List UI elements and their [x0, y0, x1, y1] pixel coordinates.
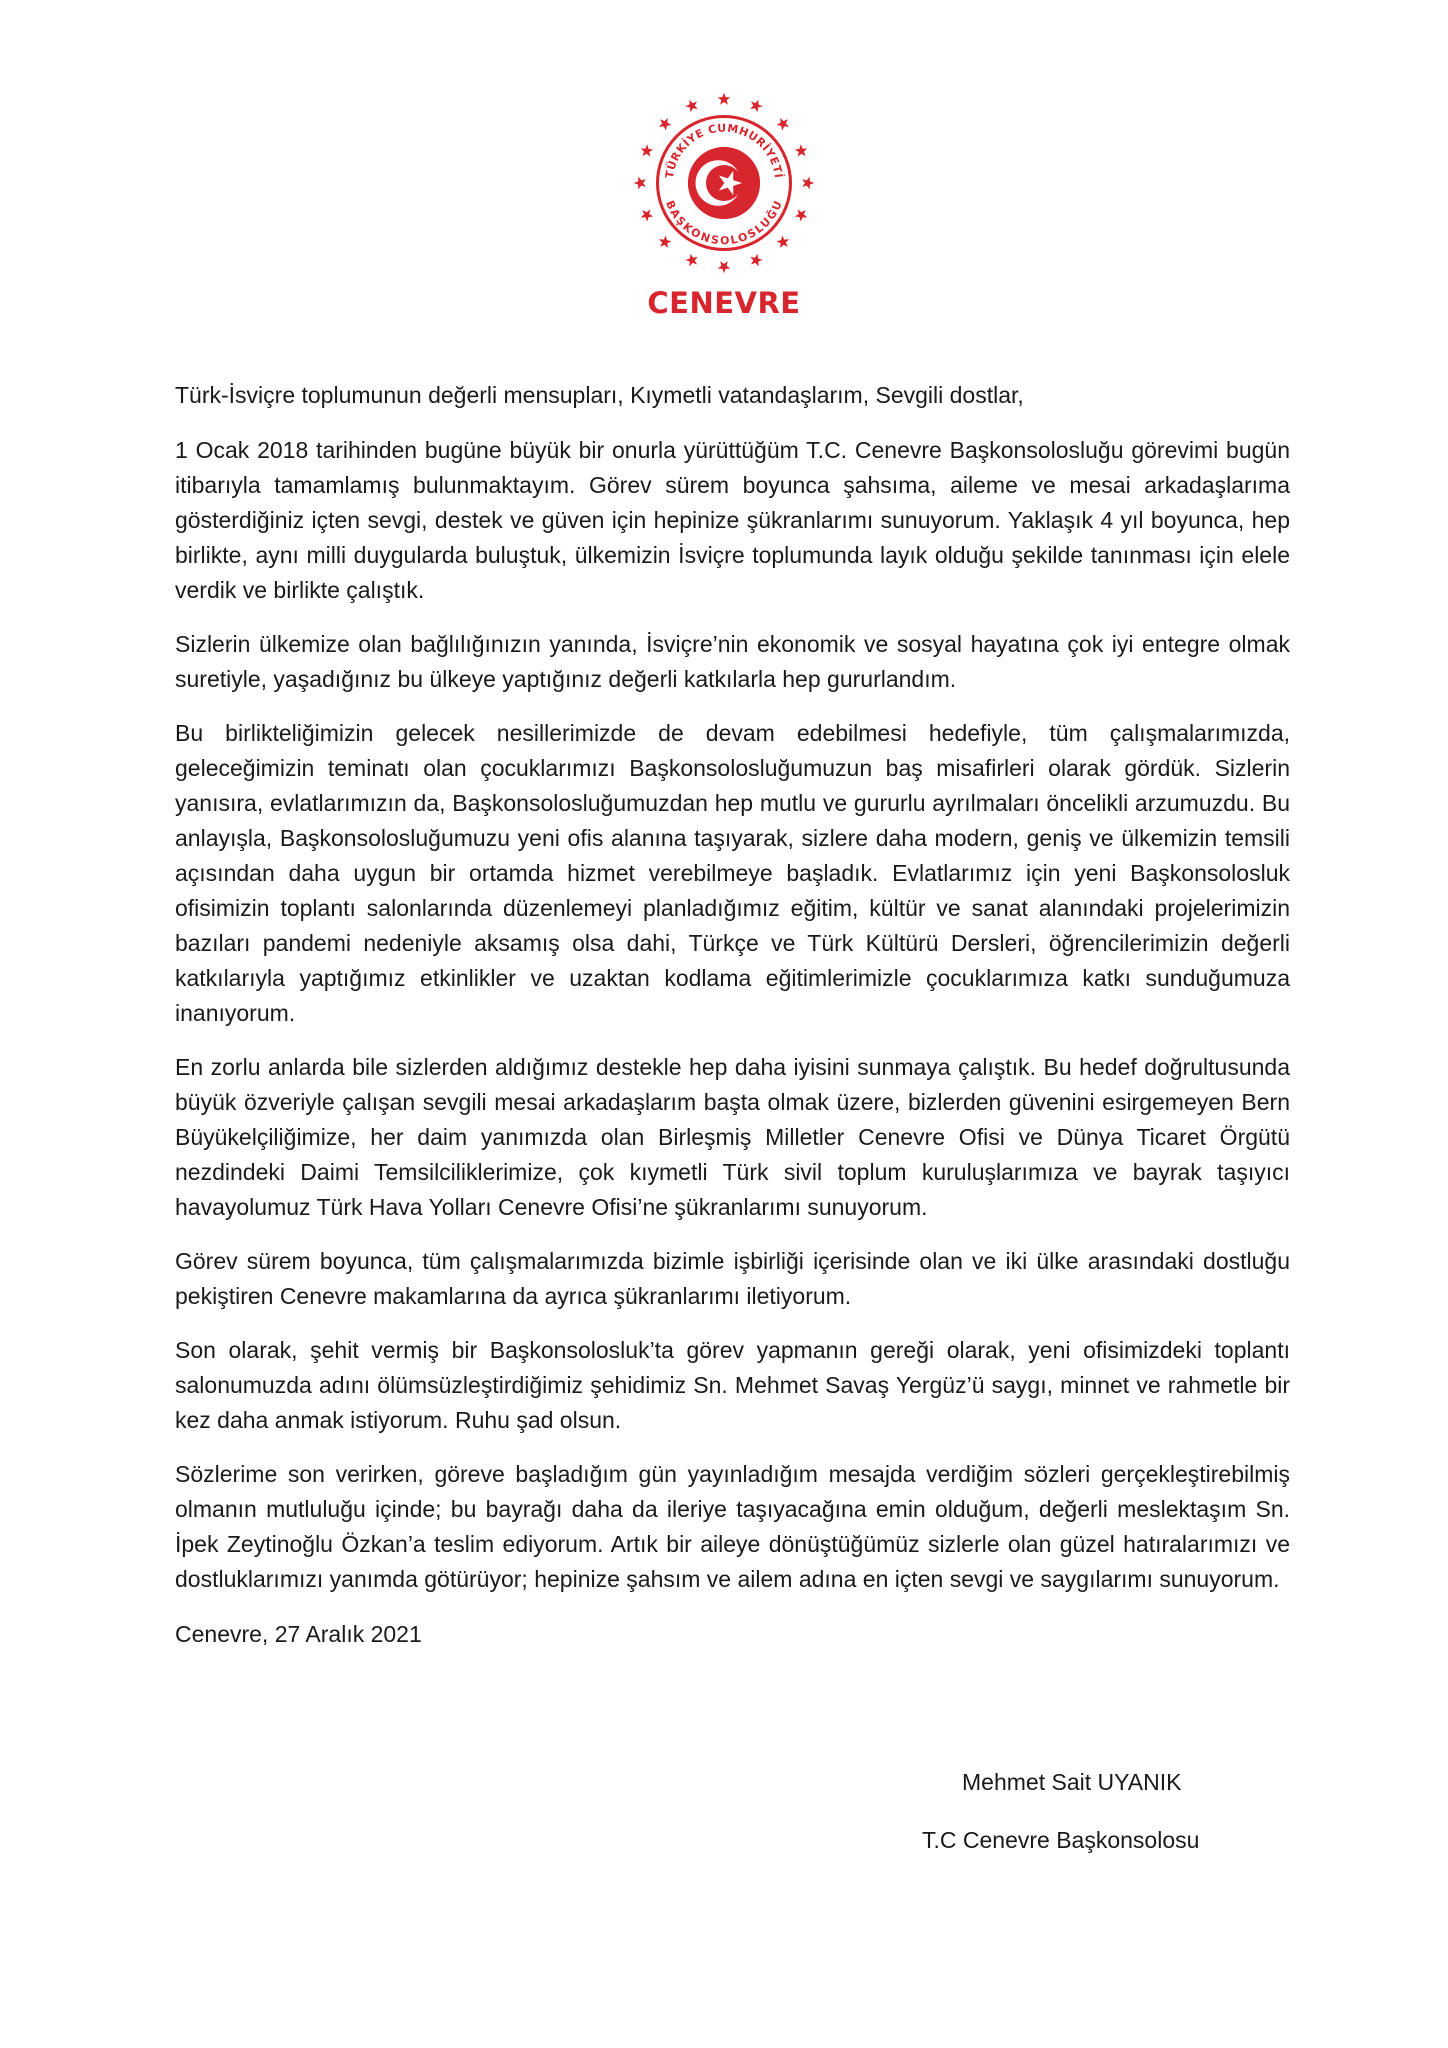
paragraph: Son olarak, şehit vermiş bir Başkonsolosluk’ta görev yapmanın gereği olarak, yeni ofisimizdeki toplantı salonumuzda adını ölümsüzleştirdiğimiz şehidimiz Sn. Mehmet Savaş Yergüz’ü saygı, minnet ve rahmetle bir kez daha anmak istiyorum. Ruhu şad olsun.: [175, 1337, 1290, 1433]
signatory-name: Mehmet Sait UYANIK: [962, 1769, 1182, 1795]
seal-star: [634, 177, 646, 190]
letterhead-city: CENEVRE: [647, 286, 801, 320]
paragraph: 1 Ocak 2018 tarihinden bugüne büyük bir onurla yürüttüğüm T.C. Cenevre Başkonsolosluğu görevimi bugün itibarıyla tamamlamış bulunmaktayım. Görev sürem boyunca şahsıma, aileme ve mesai arkadaşlarıma gösterdiğiniz içten sevgi, destek ve güven için hepinize şükranlarımı sunuyorum. Yaklaşık 4 yıl boyunca, hep birlikte, aynı milli duygularda buluştuk, ülkemizin İsviçre toplumunda layık olduğu şekilde tanınması için elele verdik ve birlikte çalıştık.: [175, 437, 1290, 603]
paragraph: Görev sürem boyunca, tüm çalışmalarımızda bizimle işbirliği içerisinde olan ve iki ülke arasındaki dostluğu pekiştiren Cenevre makamlarına da ayrıca şükranlarımı iletiyorum.: [175, 1248, 1290, 1309]
seal-text-bottom: BAŞKONSOLOSLUĞU: [663, 198, 785, 248]
seal-star: [750, 100, 762, 113]
signature-block: [900, 1764, 1260, 1858]
seal-star: [802, 177, 814, 190]
seal-star: [795, 144, 808, 156]
seal-star: [685, 100, 697, 113]
consulate-seal-logo: [629, 88, 819, 278]
paragraph: Sözlerime son verirken, göreve başladığım gün yayınladığım mesajda verdiğim sözleri gerçekleştirebilmiş olmanın mutluluğu içinde; bu bayrağı daha da ileriye taşıyacağına emin olduğum, değerli meslektaşım Sn. İpek Zeytinoğlu Özkan’a teslim ediyorum. Artık bir aileye dönüştüğümüz sizlerle olan güzel hatıralarımızı ve dostluklarımızı yanımda götürüyor; hepinize şahsım ve ailem adına en içten sevgi ve saygılarımı sunuyorum.: [175, 1461, 1290, 1592]
seal-star: [659, 236, 671, 248]
letterhead: [0, 88, 1448, 320]
seal-star: [718, 261, 731, 273]
letter-body: [175, 378, 1290, 1671]
seal-star: [641, 144, 654, 156]
seal-star: [641, 209, 654, 221]
salutation: Türk-İsviçre toplumunun değerli mensupları, Kıymetli vatandaşlarım, Sevgili dostlar,: [175, 382, 1024, 408]
seal-star: [718, 93, 731, 105]
paragraph: Sizlerin ülkemize olan bağlılığınızın yanında, İsviçre’nin ekonomik ve sosyal hayatına çok iyi entegre olmak suretiyle, yaşadığınız bu ülkeye yaptığınız değerli katkılarla hep gururlandım.: [175, 631, 1290, 692]
seal-star: [777, 236, 789, 248]
seal-star: [777, 118, 789, 130]
paragraph: Bu birlikteliğimizin gelecek nesillerimizde de devam edebilmesi hedefiyle, tüm çalışmalarımızda, geleceğimizin teminatı olan çocuklarımızı Başkonsolosluğumuzun baş misafirleri olarak gördük. Sizlerin yanısıra, evlatlarımızın da, Başkonsolosluğumuzdan hep mutlu ve gururlu ayrılmaları öncelikli arzumuzdu. Bu anlayışla, Başkonsolosluğumuzu yeni ofis alanına taşıyarak, sizlere daha modern, geniş ve ülkemizin temsili açısından daha uygun bir ortamda hizmet verebilmeye başladık. Evlatlarımız için yeni Başkonsolosluk ofisimizin toplantı salonlarında düzenlemeyi planladığımız eğitim, kültür ve sanat alanındaki projelerimizin bazıları pandemi nedeniyle aksamış olsa dahi, Türkçe ve Türk Kültürü Dersleri, öğrencilerimizin değerli katkılarıyla yaptığımız etkinlikler ve uzaktan kodlama eğitimlerimizle çocuklarımıza katkı sunduğumuza inanıyorum.: [175, 720, 1290, 1026]
date-line: Cenevre, 27 Aralık 2021: [175, 1621, 422, 1647]
paragraph: En zorlu anlarda bile sizlerden aldığımız destekle hep daha iyisini sunmaya çalıştık. Bu hedef doğrultusunda büyük özveriyle çalışan sevgili mesai arkadaşlarım başta olmak üzere, bizlerden güvenini esirgemeyen Bern Büyükelçiliğimize, her daim yanımızda olan Birleşmiş Milletler Cenevre Ofisi ve Dünya Ticaret Örgütü nezdindeki Daimi Temsilciliklerimize, çok kıymetli Türk sivil toplum kuruluşlarımıza ve bayrak taşıyıcı havayolumuz Türk Hava Yolları Cenevre Ofisi’ne şükranlarımı sunuyorum.: [175, 1054, 1290, 1220]
seal-star: [795, 209, 808, 221]
seal-star: [750, 254, 762, 267]
seal-text-top: TÜRKİYE CUMHURİYETİ: [662, 121, 786, 180]
signatory-title: T.C Cenevre Başkonsolosu: [922, 1827, 1200, 1853]
seal-star: [685, 254, 697, 267]
seal-star: [659, 118, 671, 130]
